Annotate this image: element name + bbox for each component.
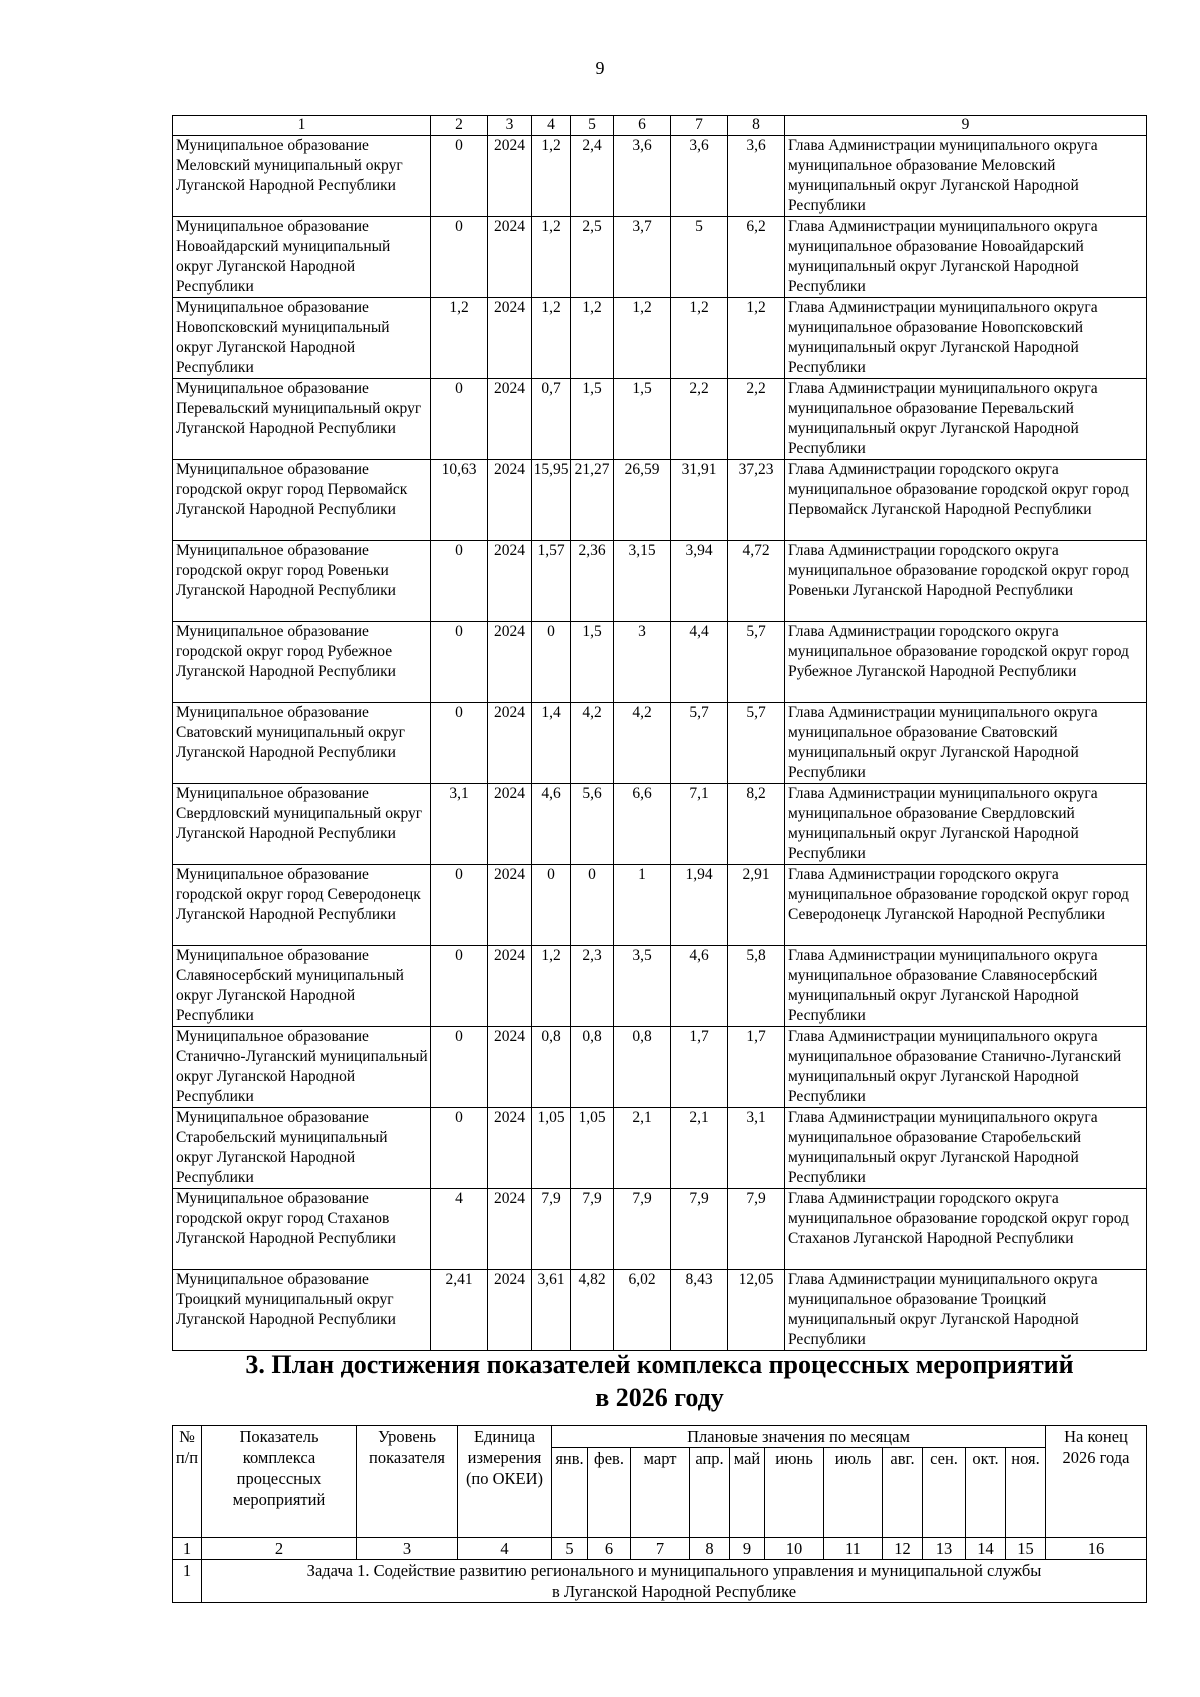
table-row — [173, 541, 1147, 622]
column-number: 11 — [824, 1538, 883, 1560]
value-cell: 37,23 — [728, 460, 785, 541]
value-cell: 2024 — [488, 217, 532, 298]
value-cell: 3,6 — [728, 136, 785, 217]
value-cell: 4,82 — [571, 1270, 614, 1351]
value-cell: 5,7 — [671, 703, 728, 784]
month-header: окт. — [966, 1448, 1006, 1538]
column-number: 6 — [614, 116, 671, 136]
responsible-person: Глава Администрации городского округа муниципальное образование городской округ город Первомайск Луганской Народной Республики — [785, 460, 1147, 541]
value-cell: 26,59 — [614, 460, 671, 541]
value-cell: 6,02 — [614, 1270, 671, 1351]
value-cell: 2,4 — [571, 136, 614, 217]
value-cell: 2024 — [488, 298, 532, 379]
month-header: апр. — [690, 1448, 730, 1538]
month-header: июль — [824, 1448, 883, 1538]
value-cell: 4,4 — [671, 622, 728, 703]
table-row — [173, 784, 1147, 865]
value-cell: 7,1 — [671, 784, 728, 865]
responsible-person: Глава Администрации городского округа муниципальное образование городской округ город Северодонецк Луганской Народной Республики — [785, 865, 1147, 946]
header-number: № п/п — [173, 1426, 202, 1538]
page-number: 9 — [595, 58, 605, 78]
column-number: 6 — [588, 1538, 631, 1560]
column-number: 4 — [532, 116, 571, 136]
table-row — [173, 460, 1147, 541]
month-header: ноя. — [1006, 1448, 1046, 1538]
value-cell: 2,1 — [671, 1108, 728, 1189]
municipality-name: Муниципальное образование городской округ город Ровеньки Луганской Народной Республики — [173, 541, 431, 622]
municipality-name: Муниципальное образование Станично-Луганский муниципальный округ Луганской Народной Республики — [173, 1027, 431, 1108]
value-cell: 4,6 — [532, 784, 571, 865]
value-cell: 1,2 — [532, 136, 571, 217]
value-cell: 15,95 — [532, 460, 571, 541]
header-indicator: Показатель комплекса процессных мероприятий — [202, 1426, 357, 1538]
value-cell: 1,4 — [532, 703, 571, 784]
header-year-end: На конец 2026 года — [1046, 1426, 1147, 1538]
table-header-row — [173, 116, 1147, 136]
value-cell: 7,9 — [671, 1189, 728, 1270]
column-number: 9 — [730, 1538, 765, 1560]
municipality-name: Муниципальное образование Троицкий муниципальный округ Луганской Народной Республики — [173, 1270, 431, 1351]
column-number: 1 — [173, 1538, 202, 1560]
value-cell: 5,7 — [728, 622, 785, 703]
plan-table — [172, 1425, 1147, 1603]
responsible-person: Глава Администрации муниципального округа муниципальное образование Перевальский муниципальный округ Луганской Народной Республики — [785, 379, 1147, 460]
responsible-person: Глава Администрации муниципального округа муниципальное образование Троицкий муниципальный округ Луганской Народной Республики — [785, 1270, 1147, 1351]
responsible-person: Глава Администрации муниципального округа муниципальное образование Свердловский муниципальный округ Луганской Народной Республики — [785, 784, 1147, 865]
value-cell: 4,6 — [671, 946, 728, 1027]
task-title-line2: в Луганской Народной Республике — [551, 1582, 797, 1601]
value-cell: 1,05 — [571, 1108, 614, 1189]
value-cell: 1,2 — [671, 298, 728, 379]
value-cell: 1 — [614, 865, 671, 946]
column-number: 4 — [458, 1538, 552, 1560]
municipality-name: Муниципальное образование Новоайдарский муниципальный округ Луганской Народной Республики — [173, 217, 431, 298]
header-unit: Единица измерения (по ОКЕИ) — [458, 1426, 552, 1538]
value-cell: 0 — [571, 865, 614, 946]
value-cell: 2,5 — [571, 217, 614, 298]
value-cell: 3,1 — [728, 1108, 785, 1189]
value-cell: 4 — [431, 1189, 488, 1270]
column-number: 16 — [1046, 1538, 1147, 1560]
column-number: 8 — [728, 116, 785, 136]
indicators-table — [172, 115, 1147, 1351]
value-cell: 0,8 — [614, 1027, 671, 1108]
header-level: Уровень показателя — [357, 1426, 458, 1538]
responsible-person: Глава Администрации городского округа муниципальное образование городской округ город Ровеньки Луганской Народной Республики — [785, 541, 1147, 622]
value-cell: 1,2 — [614, 298, 671, 379]
value-cell: 0 — [431, 865, 488, 946]
value-cell: 3,94 — [671, 541, 728, 622]
table-row — [173, 1189, 1147, 1270]
month-header: фев. — [588, 1448, 631, 1538]
responsible-person: Глава Администрации муниципального округа муниципальное образование Старобельский муниципальный округ Луганской Народной Республики — [785, 1108, 1147, 1189]
value-cell: 0,8 — [532, 1027, 571, 1108]
value-cell: 2,36 — [571, 541, 614, 622]
value-cell: 1,2 — [728, 298, 785, 379]
value-cell: 0,7 — [532, 379, 571, 460]
value-cell: 0 — [431, 1108, 488, 1189]
value-cell: 3,1 — [431, 784, 488, 865]
column-number: 14 — [966, 1538, 1006, 1560]
value-cell: 31,91 — [671, 460, 728, 541]
value-cell: 2024 — [488, 1027, 532, 1108]
value-cell: 2024 — [488, 541, 532, 622]
value-cell: 1,2 — [532, 217, 571, 298]
value-cell: 5,7 — [728, 703, 785, 784]
value-cell: 1,5 — [571, 622, 614, 703]
month-header: янв. — [552, 1448, 588, 1538]
value-cell: 7,9 — [728, 1189, 785, 1270]
responsible-person: Глава Администрации городского округа муниципальное образование городской округ город Стаханов Луганской Народной Республики — [785, 1189, 1147, 1270]
value-cell: 2024 — [488, 784, 532, 865]
value-cell: 2024 — [488, 703, 532, 784]
responsible-person: Глава Администрации городского округа муниципальное образование городской округ город Рубежное Луганской Народной Республики — [785, 622, 1147, 703]
column-number: 2 — [431, 116, 488, 136]
value-cell: 3 — [614, 622, 671, 703]
municipality-name: Муниципальное образование городской округ город Рубежное Луганской Народной Республики — [173, 622, 431, 703]
value-cell: 2024 — [488, 1108, 532, 1189]
column-number: 5 — [571, 116, 614, 136]
value-cell: 10,63 — [431, 460, 488, 541]
column-number: 12 — [883, 1538, 923, 1560]
value-cell: 4,2 — [571, 703, 614, 784]
value-cell: 0,8 — [571, 1027, 614, 1108]
column-number: 10 — [765, 1538, 824, 1560]
value-cell: 2024 — [488, 1189, 532, 1270]
header-monthly-values: Плановые значения по месяцам — [552, 1426, 1046, 1448]
value-cell: 7,9 — [571, 1189, 614, 1270]
column-number: 2 — [202, 1538, 357, 1560]
table-row — [173, 136, 1147, 217]
value-cell: 2,1 — [614, 1108, 671, 1189]
value-cell: 0 — [532, 865, 571, 946]
value-cell: 0 — [431, 703, 488, 784]
value-cell: 2024 — [488, 379, 532, 460]
task-number: 1 — [173, 1560, 202, 1603]
column-number: 3 — [357, 1538, 458, 1560]
month-header: сен. — [923, 1448, 966, 1538]
table-row — [173, 1270, 1147, 1351]
table-row — [173, 622, 1147, 703]
value-cell: 1,5 — [614, 379, 671, 460]
table-row — [173, 217, 1147, 298]
value-cell: 3,6 — [614, 136, 671, 217]
value-cell: 4,2 — [614, 703, 671, 784]
table-row — [173, 298, 1147, 379]
value-cell: 0 — [431, 622, 488, 703]
value-cell: 21,27 — [571, 460, 614, 541]
value-cell: 1,2 — [532, 946, 571, 1027]
value-cell: 0 — [532, 622, 571, 703]
responsible-person: Глава Администрации муниципального округа муниципальное образование Меловский муниципальный округ Луганской Народной Республики — [785, 136, 1147, 217]
value-cell: 4,72 — [728, 541, 785, 622]
table-row — [173, 946, 1147, 1027]
table-row — [173, 1108, 1147, 1189]
value-cell: 12,05 — [728, 1270, 785, 1351]
value-cell: 5 — [671, 217, 728, 298]
month-header: май — [730, 1448, 765, 1538]
municipality-name: Муниципальное образование Сватовский муниципальный округ Луганской Народной Республики — [173, 703, 431, 784]
municipality-name: Муниципальное образование городской округ город Северодонецк Луганской Народной Республики — [173, 865, 431, 946]
section-heading — [172, 1348, 1147, 1414]
month-header: авг. — [883, 1448, 923, 1538]
section-heading-line2: в 2026 году — [595, 1383, 724, 1412]
municipality-name: Муниципальное образование Новопсковский муниципальный округ Луганской Народной Республики — [173, 298, 431, 379]
value-cell: 2,2 — [728, 379, 785, 460]
column-number: 13 — [923, 1538, 966, 1560]
responsible-person: Глава Администрации муниципального округа муниципальное образование Сватовский муниципальный округ Луганской Народной Республики — [785, 703, 1147, 784]
value-cell: 1,57 — [532, 541, 571, 622]
value-cell: 0 — [431, 136, 488, 217]
value-cell: 1,94 — [671, 865, 728, 946]
value-cell: 1,2 — [571, 298, 614, 379]
municipality-name: Муниципальное образование городской округ город Первомайск Луганской Народной Республики — [173, 460, 431, 541]
value-cell: 2024 — [488, 865, 532, 946]
value-cell: 1,2 — [431, 298, 488, 379]
column-number: 9 — [785, 116, 1147, 136]
municipality-name: Муниципальное образование Свердловский муниципальный округ Луганской Народной Республики — [173, 784, 431, 865]
column-number: 5 — [552, 1538, 588, 1560]
responsible-person: Глава Администрации муниципального округа муниципальное образование Новоайдарский муниципальный округ Луганской Народной Республики — [785, 217, 1147, 298]
municipality-name: Муниципальное образование Славяносербский муниципальный округ Луганской Народной Республики — [173, 946, 431, 1027]
municipality-name: Муниципальное образование Старобельский муниципальный округ Луганской Народной Республики — [173, 1108, 431, 1189]
value-cell: 2,3 — [571, 946, 614, 1027]
task-title — [202, 1560, 1147, 1603]
responsible-person: Глава Администрации муниципального округа муниципальное образование Новопсковский муниципальный округ Луганской Народной Республики — [785, 298, 1147, 379]
table-row — [173, 703, 1147, 784]
section-heading-line1: 3. План достижения показателей комплекса процессных мероприятий — [245, 1350, 1074, 1379]
column-number: 15 — [1006, 1538, 1046, 1560]
value-cell: 2,2 — [671, 379, 728, 460]
value-cell: 0 — [431, 217, 488, 298]
column-number: 7 — [671, 116, 728, 136]
value-cell: 0 — [431, 946, 488, 1027]
value-cell: 1,5 — [571, 379, 614, 460]
value-cell: 1,05 — [532, 1108, 571, 1189]
column-number: 7 — [631, 1538, 690, 1560]
value-cell: 3,15 — [614, 541, 671, 622]
table-row — [173, 379, 1147, 460]
column-number: 3 — [488, 116, 532, 136]
value-cell: 5,8 — [728, 946, 785, 1027]
value-cell: 2,91 — [728, 865, 785, 946]
responsible-person: Глава Администрации муниципального округа муниципальное образование Славяносербский муниципальный округ Луганской Народной Республики — [785, 946, 1147, 1027]
month-header: июнь — [765, 1448, 824, 1538]
value-cell: 3,7 — [614, 217, 671, 298]
value-cell: 1,2 — [532, 298, 571, 379]
value-cell: 2,41 — [431, 1270, 488, 1351]
value-cell: 8,2 — [728, 784, 785, 865]
value-cell: 3,6 — [671, 136, 728, 217]
value-cell: 2024 — [488, 1270, 532, 1351]
responsible-person: Глава Администрации муниципального округа муниципальное образование Станично-Луганский муниципальный округ Луганской Народной Республики — [785, 1027, 1147, 1108]
value-cell: 2024 — [488, 622, 532, 703]
value-cell: 5,6 — [571, 784, 614, 865]
value-cell: 6,6 — [614, 784, 671, 865]
value-cell: 7,9 — [532, 1189, 571, 1270]
municipality-name: Муниципальное образование городской округ город Стаханов Луганской Народной Республики — [173, 1189, 431, 1270]
value-cell: 6,2 — [728, 217, 785, 298]
column-number: 8 — [690, 1538, 730, 1560]
value-cell: 3,61 — [532, 1270, 571, 1351]
table-row — [173, 865, 1147, 946]
value-cell: 1,7 — [728, 1027, 785, 1108]
value-cell: 3,5 — [614, 946, 671, 1027]
value-cell: 2024 — [488, 460, 532, 541]
month-header: март — [631, 1448, 690, 1538]
task-title-line1: Задача 1. Содействие развитию регионального и муниципального управления и муниципальной службы — [306, 1561, 1042, 1580]
table-row — [173, 1027, 1147, 1108]
value-cell: 2024 — [488, 946, 532, 1027]
value-cell: 7,9 — [614, 1189, 671, 1270]
municipality-name: Муниципальное образование Меловский муниципальный округ Луганской Народной Республики — [173, 136, 431, 217]
value-cell: 0 — [431, 541, 488, 622]
municipality-name: Муниципальное образование Перевальский муниципальный округ Луганской Народной Республики — [173, 379, 431, 460]
column-number: 1 — [173, 116, 431, 136]
value-cell: 8,43 — [671, 1270, 728, 1351]
value-cell: 2024 — [488, 136, 532, 217]
value-cell: 0 — [431, 379, 488, 460]
value-cell: 1,7 — [671, 1027, 728, 1108]
value-cell: 0 — [431, 1027, 488, 1108]
